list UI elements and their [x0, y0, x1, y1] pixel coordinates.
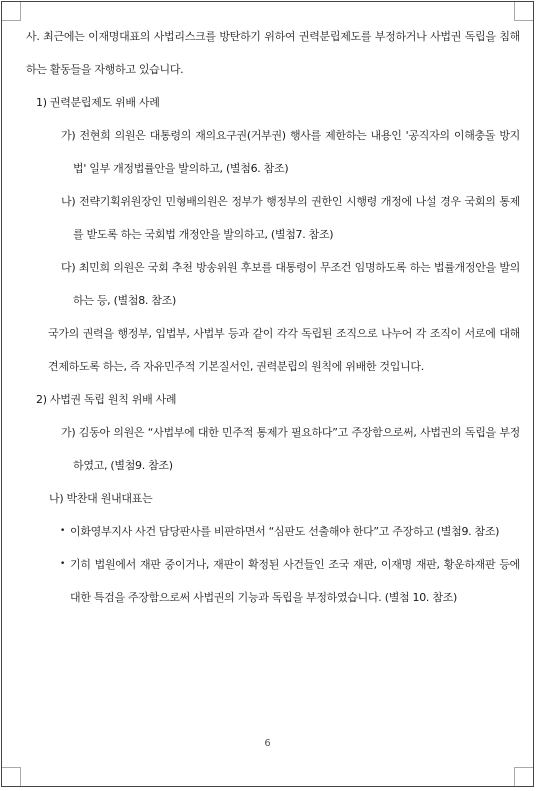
section1-item-a: 가) 전현희 의원은 대통령의 재의요구권(거부권) 행사를 제한하는 내용인 '공직자의 이해충돌 방지법' 일부 개정법률안을 발의하고, (별첨6. 참조) — [61, 129, 520, 175]
corner-mark-bottom-left — [2, 767, 21, 786]
corner-mark-bottom-right — [514, 767, 533, 786]
section2-item-a: 가) 김동아 의원은 “사법부에 대한 민주적 통제가 필요하다”고 주장함으로써, 사법권의 독립을 부정하였고, (별첨9. 참조) — [61, 426, 520, 472]
section1-heading: 1) 권력분립제도 위배 사례 — [36, 96, 160, 109]
section2-item-b: 나) 박찬대 원내대표는 — [49, 492, 153, 505]
corner-mark-top-left — [2, 2, 21, 21]
document-page — [1, 1, 534, 787]
page-number: 6 — [264, 738, 271, 749]
section1-summary: 국가의 권력을 행정부, 입법부, 사법부 등과 같이 각각 독립된 조직으로 나누어 각 조직이 서로에 대해 견제하도록 하는, 즉 자유민주적 기본질서인, 권력분립의 원칙에 위배한 것입니다. — [48, 327, 520, 373]
bullet-icon: • — [60, 559, 66, 569]
section1-item-b: 나) 전략기획위원장인 민형배의원은 정부가 행정부의 권한인 시행령 개정에 나설 경우 국회의 통제를 받도록 하는 국회법 개정안을 발의하고, (별첨7. 참조) — [61, 195, 520, 241]
section2-bullet-2-text: 기히 법원에서 재판 중이거나, 재판이 확정된 사건들인 조국 재판, 이재명 재판, 황운하재판 등에 대한 특검을 주장함으로써 사법권의 기능과 독립을 부정하였습니다. (별첨 10. 참조) — [70, 558, 520, 604]
document-body — [26, 20, 520, 614]
section2-bullet-1-text: 이화영부지사 사건 담당판사를 비판하면서 “심판도 선출해야 한다”고 주장하고 (별첨9. 참조) — [70, 525, 500, 538]
intro-paragraph: 사. 최근에는 이재명대표의 사법리스크를 방탄하기 위하여 권력분립제도를 부정하거나 사법권 독립을 침해하는 활동들을 자행하고 있습니다. — [26, 30, 520, 76]
section2-heading: 2) 사법권 독립 원칙 위배 사례 — [36, 393, 177, 406]
section2-bullet-1 — [26, 515, 520, 548]
bullet-icon: • — [60, 526, 66, 536]
corner-mark-top-right — [514, 2, 533, 21]
section2-bullet-2 — [26, 548, 520, 614]
section1-item-c: 다) 최민희 의원은 국회 추천 방송위원 후보를 대통령이 무조건 임명하도록 하는 법률개정안을 발의하는 등, (별첨8. 참조) — [61, 261, 520, 307]
